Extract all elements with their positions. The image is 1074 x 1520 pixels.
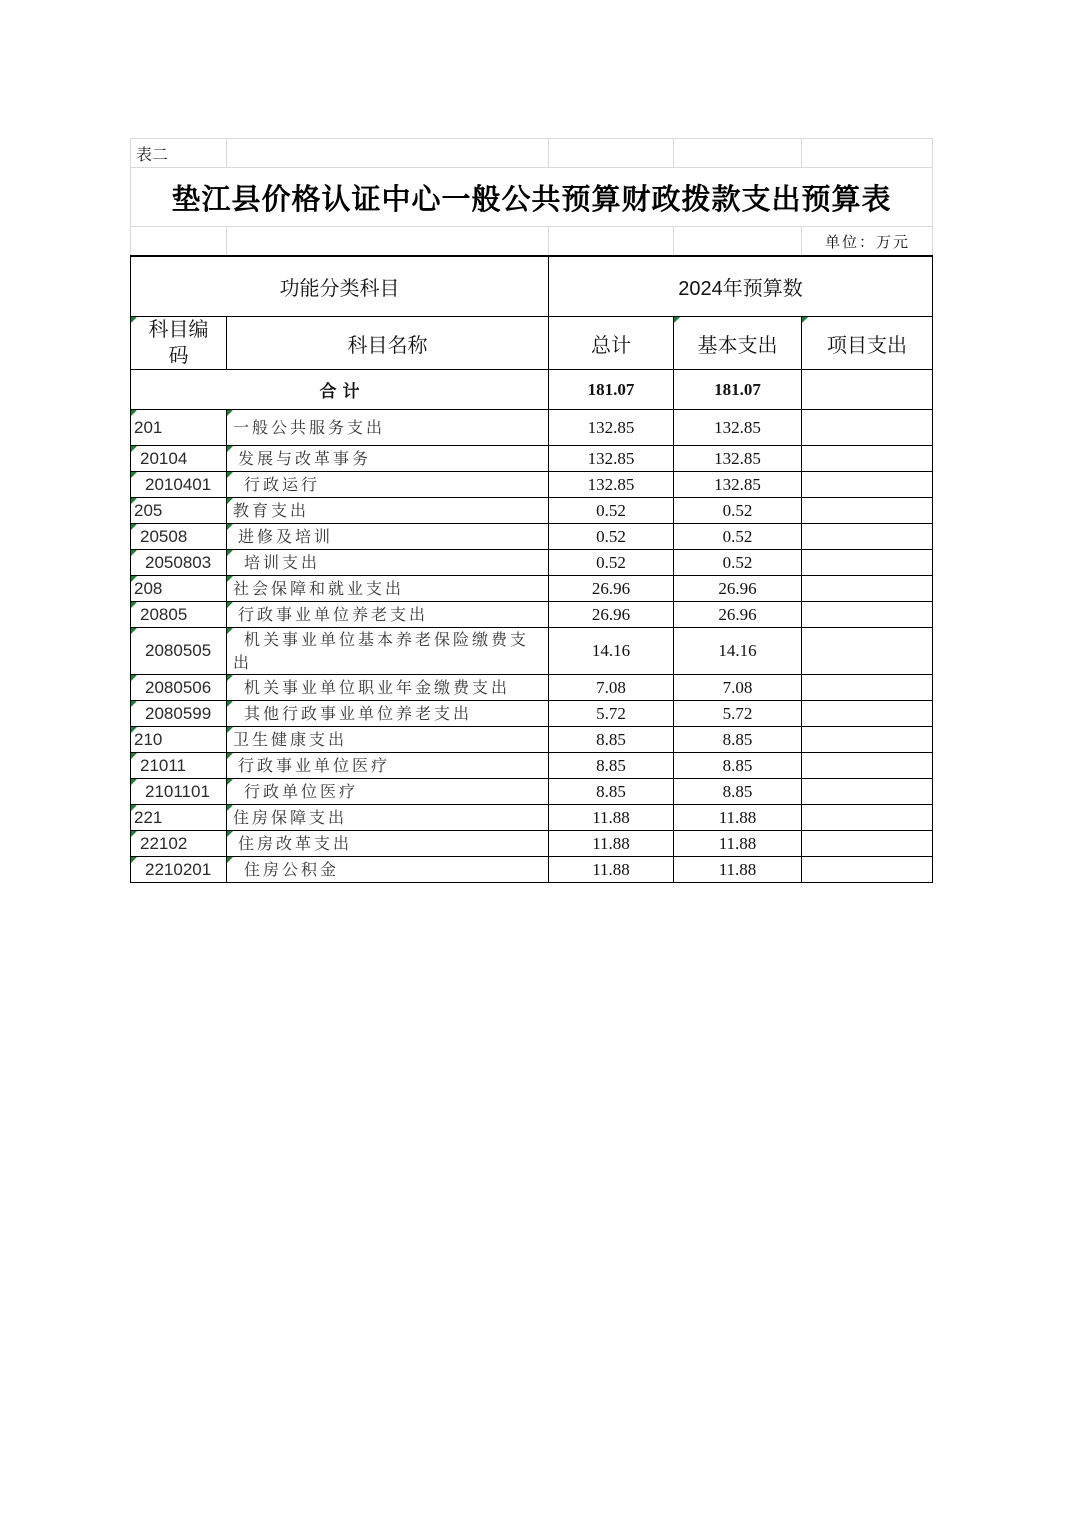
header-row-groups (131, 256, 933, 317)
empty-cell (674, 139, 802, 168)
row-subject-name: 机关事业单位基本养老保险缴费支出 (227, 628, 549, 675)
row-subject-name: 行政事业单位养老支出 (227, 602, 549, 628)
table-row (131, 675, 933, 701)
table-row (131, 831, 933, 857)
row-basic-expenditure: 132.85 (674, 410, 802, 446)
row-basic-expenditure: 26.96 (674, 602, 802, 628)
row-subject-code: 20508 (131, 524, 227, 550)
row-total: 11.88 (549, 805, 674, 831)
sheet-label: 表二 (131, 139, 227, 168)
row-project-expenditure (802, 753, 933, 779)
row-subject-code: 2010401 (131, 472, 227, 498)
row-total: 132.85 (549, 446, 674, 472)
header-basic-expenditure: 基本支出 (674, 317, 802, 370)
row-project-expenditure (802, 498, 933, 524)
row-subject-name: 住房改革支出 (227, 831, 549, 857)
header-row-columns (131, 317, 933, 370)
row-subject-code: 221 (131, 805, 227, 831)
row-total: 132.85 (549, 410, 674, 446)
row-total: 0.52 (549, 498, 674, 524)
empty-cell (802, 139, 933, 168)
empty-cell (227, 139, 549, 168)
table-row (131, 779, 933, 805)
table-row (131, 472, 933, 498)
header-function-category: 功能分类科目 (131, 256, 549, 317)
row-project-expenditure (802, 550, 933, 576)
row-subject-code: 201 (131, 410, 227, 446)
row-subject-name: 行政事业单位医疗 (227, 753, 549, 779)
row-basic-expenditure: 11.88 (674, 831, 802, 857)
header-total: 总计 (549, 317, 674, 370)
row-subject-code: 22102 (131, 831, 227, 857)
row-project-expenditure (802, 831, 933, 857)
row-basic-expenditure: 14.16 (674, 628, 802, 675)
row-total: 0.52 (549, 550, 674, 576)
table-row (131, 410, 933, 446)
table-row (131, 805, 933, 831)
row-subject-name: 一般公共服务支出 (227, 410, 549, 446)
row-subject-code: 21011 (131, 753, 227, 779)
row-project-expenditure (802, 857, 933, 883)
row-project-expenditure (802, 805, 933, 831)
row-project-expenditure (802, 675, 933, 701)
row-subject-code: 2210201 (131, 857, 227, 883)
row-project-expenditure (802, 727, 933, 753)
row-subject-name: 行政单位医疗 (227, 779, 549, 805)
total-label: 合计 (131, 370, 549, 410)
table-row (131, 753, 933, 779)
row-subject-code: 2080505 (131, 628, 227, 675)
row-basic-expenditure: 11.88 (674, 857, 802, 883)
header-subject-code: 科目编码 (131, 317, 227, 370)
row-total: 8.85 (549, 779, 674, 805)
row-basic-expenditure: 8.85 (674, 779, 802, 805)
table-row (131, 701, 933, 727)
row-basic-expenditure: 11.88 (674, 805, 802, 831)
row-total: 26.96 (549, 576, 674, 602)
sheet-label-row (131, 139, 933, 168)
row-subject-code: 208 (131, 576, 227, 602)
row-project-expenditure (802, 628, 933, 675)
row-subject-name: 住房保障支出 (227, 805, 549, 831)
row-total: 11.88 (549, 831, 674, 857)
row-subject-code: 2050803 (131, 550, 227, 576)
row-project-expenditure (802, 602, 933, 628)
row-basic-expenditure: 0.52 (674, 524, 802, 550)
row-project-expenditure (802, 576, 933, 602)
table-row (131, 524, 933, 550)
row-basic-expenditure: 8.85 (674, 727, 802, 753)
row-subject-name: 卫生健康支出 (227, 727, 549, 753)
row-subject-name: 机关事业单位职业年金缴费支出 (227, 675, 549, 701)
unit-label: 单位：万元 (802, 227, 933, 257)
title-row (131, 168, 933, 227)
row-subject-name: 进修及培训 (227, 524, 549, 550)
row-subject-code: 210 (131, 727, 227, 753)
row-subject-code: 20104 (131, 446, 227, 472)
row-basic-expenditure: 0.52 (674, 550, 802, 576)
row-subject-name: 行政运行 (227, 472, 549, 498)
row-total: 11.88 (549, 857, 674, 883)
unit-row (131, 227, 933, 257)
row-subject-code: 2080599 (131, 701, 227, 727)
row-total: 5.72 (549, 701, 674, 727)
row-subject-name: 住房公积金 (227, 857, 549, 883)
table-row (131, 576, 933, 602)
empty-cell (227, 227, 549, 257)
row-subject-name: 培训支出 (227, 550, 549, 576)
total-amount: 181.07 (549, 370, 674, 410)
row-project-expenditure (802, 779, 933, 805)
header-subject-name: 科目名称 (227, 317, 549, 370)
row-subject-name: 教育支出 (227, 498, 549, 524)
row-basic-expenditure: 132.85 (674, 446, 802, 472)
row-total: 26.96 (549, 602, 674, 628)
row-total: 132.85 (549, 472, 674, 498)
row-project-expenditure (802, 472, 933, 498)
row-total: 14.16 (549, 628, 674, 675)
empty-cell (549, 139, 674, 168)
row-basic-expenditure: 26.96 (674, 576, 802, 602)
row-subject-code: 2101101 (131, 779, 227, 805)
table-row (131, 727, 933, 753)
budget-table (130, 138, 933, 883)
row-basic-expenditure: 8.85 (674, 753, 802, 779)
table-row (131, 550, 933, 576)
table-row (131, 628, 933, 675)
total-project-amount (802, 370, 933, 410)
empty-cell (674, 227, 802, 257)
row-total: 8.85 (549, 727, 674, 753)
row-basic-expenditure: 0.52 (674, 498, 802, 524)
row-subject-code: 2080506 (131, 675, 227, 701)
row-basic-expenditure: 7.08 (674, 675, 802, 701)
row-subject-name: 社会保障和就业支出 (227, 576, 549, 602)
row-total: 8.85 (549, 753, 674, 779)
row-subject-name: 发展与改革事务 (227, 446, 549, 472)
row-subject-code: 205 (131, 498, 227, 524)
row-basic-expenditure: 5.72 (674, 701, 802, 727)
table-row (131, 602, 933, 628)
table-title: 垫江县价格认证中心一般公共预算财政拨款支出预算表 (131, 168, 933, 227)
header-project-expenditure: 项目支出 (802, 317, 933, 370)
header-budget-year: 2024年预算数 (549, 256, 933, 317)
row-project-expenditure (802, 410, 933, 446)
row-project-expenditure (802, 701, 933, 727)
row-subject-name: 其他行政事业单位养老支出 (227, 701, 549, 727)
row-subject-code: 20805 (131, 602, 227, 628)
table-row (131, 857, 933, 883)
row-total: 0.52 (549, 524, 674, 550)
row-project-expenditure (802, 446, 933, 472)
empty-cell (549, 227, 674, 257)
total-row (131, 370, 933, 410)
total-basic-amount: 181.07 (674, 370, 802, 410)
table-row (131, 446, 933, 472)
row-total: 7.08 (549, 675, 674, 701)
table-row (131, 498, 933, 524)
row-project-expenditure (802, 524, 933, 550)
row-basic-expenditure: 132.85 (674, 472, 802, 498)
empty-cell (131, 227, 227, 257)
